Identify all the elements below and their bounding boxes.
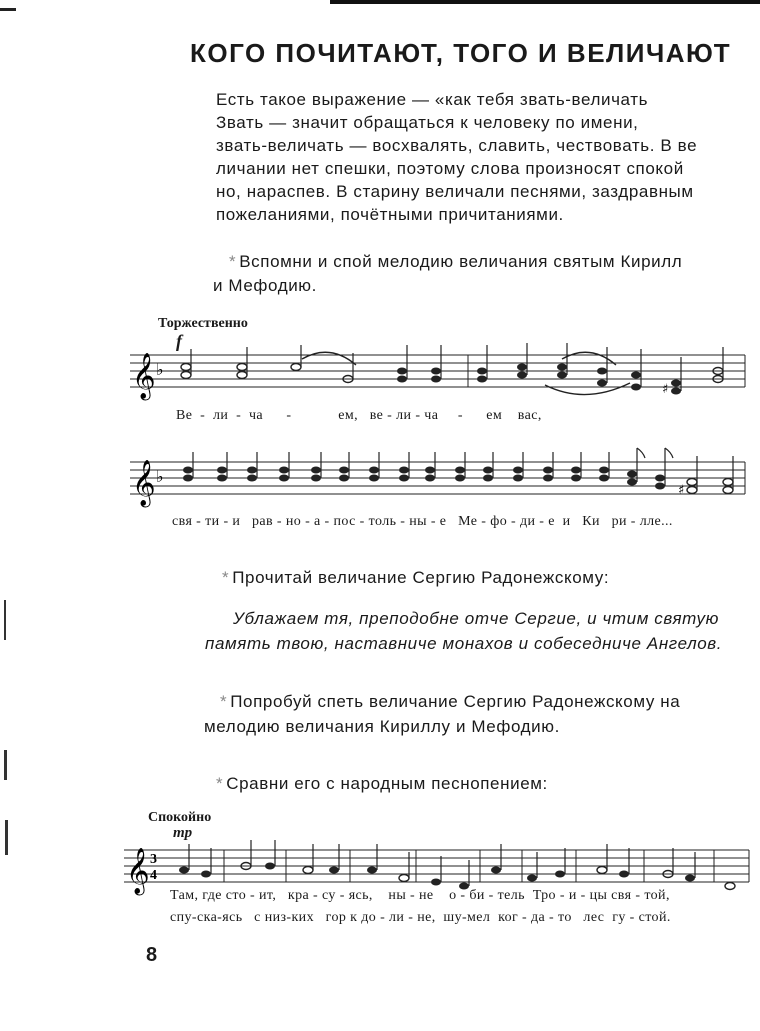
task-try-singing-cont: [204, 715, 560, 739]
flat-icon: ♭: [156, 467, 164, 486]
treble-clef-icon: 𝄞: [132, 353, 156, 399]
prayer-text: [205, 606, 722, 656]
sharp-icon: ♯: [678, 483, 685, 498]
task-text: Прочитай величание Сергию Радонежскому:: [232, 568, 610, 587]
lyrics-line: спу-ска-ясь с низ-ких гор к до - ли - не, шу-мел ког - да - то лес гу - стой.: [170, 910, 671, 925]
scan-edge-shadow: [330, 0, 760, 4]
task-try-singing: [220, 690, 680, 714]
music-staff-1: [130, 355, 750, 405]
lyrics-line: Ве - ли - ча - ем, ве - ли - ча - ем вас,: [176, 408, 542, 423]
lyrics-line: свя - ти - и рав - но - а - пос - толь - ны - е Ме - фо - ди - е и Ки ри - лле...: [172, 514, 673, 529]
prayer-line: Ублажаем тя, преподобне отче Сергие, и чтим святую: [233, 609, 720, 628]
task-compare: [216, 772, 548, 796]
scan-margin-mark: [4, 750, 7, 780]
task-sing-melody-cont: [213, 274, 317, 298]
page-title: КОГО ПОЧИТАЮТ, ТОГО И ВЕЛИЧАЮТ: [190, 38, 732, 68]
sharp-icon: ♯: [662, 382, 669, 397]
lyrics-line: Там, где сто - ит, кра - су - ясь, ны - не о - би - тель Тро - и - цы свя - той,: [170, 888, 670, 903]
task-text: Попробуй спеть величание Сергию Радонежскому на: [230, 692, 681, 711]
task-text: мелодию величания Кириллу и Мефодию.: [204, 717, 560, 736]
treble-clef-icon: 𝄞: [126, 848, 150, 894]
star-icon: *: [229, 252, 237, 271]
dynamic-marking: f: [176, 331, 182, 351]
scan-margin-mark: [5, 820, 8, 855]
scan-corner-mark: [0, 8, 16, 11]
page-number: 8: [146, 944, 158, 966]
time-signature-bottom: 4: [150, 868, 157, 883]
task-text: Сравни его с народным песнопением:: [226, 774, 548, 793]
flat-icon: ♭: [156, 360, 164, 379]
intro-line: но, нараспев. В старину величали песнями, заздравным: [216, 182, 694, 201]
tempo-marking: Торжественно: [158, 316, 248, 331]
star-icon: *: [220, 692, 228, 711]
music-staff-2: [130, 462, 750, 512]
intro-line: личании нет спешки, поэтому слова произносят спокой: [216, 159, 684, 178]
intro-line: звать-величать — восхвалять, славить, чествовать. В ве: [216, 136, 698, 155]
star-icon: *: [216, 774, 224, 793]
prayer-line: память твою, наставниче монахов и собеседниче Ангелов.: [205, 634, 723, 653]
intro-line: пожеланиями, почётными причитаниями.: [216, 205, 564, 224]
time-signature-top: 3: [150, 852, 157, 867]
treble-clef-icon: 𝄞: [132, 460, 156, 506]
task-sing-melody: [229, 250, 682, 274]
tempo-marking: Спокойно: [148, 810, 212, 825]
intro-line: Есть такое выражение — «как тебя звать-величать: [216, 90, 649, 109]
task-text: Вспомни и спой мелодию величания святым Кирилл: [239, 252, 683, 271]
scan-top-edge: [0, 0, 760, 6]
intro-line: Звать — значит обращаться к человеку по имени,: [216, 113, 639, 132]
ornament-marking: тр: [173, 825, 193, 841]
star-icon: *: [222, 568, 230, 587]
intro-paragraph: [216, 88, 760, 226]
scan-margin-mark: [4, 600, 6, 640]
task-text: и Мефодию.: [213, 276, 317, 295]
task-read-prayer: [222, 566, 609, 590]
